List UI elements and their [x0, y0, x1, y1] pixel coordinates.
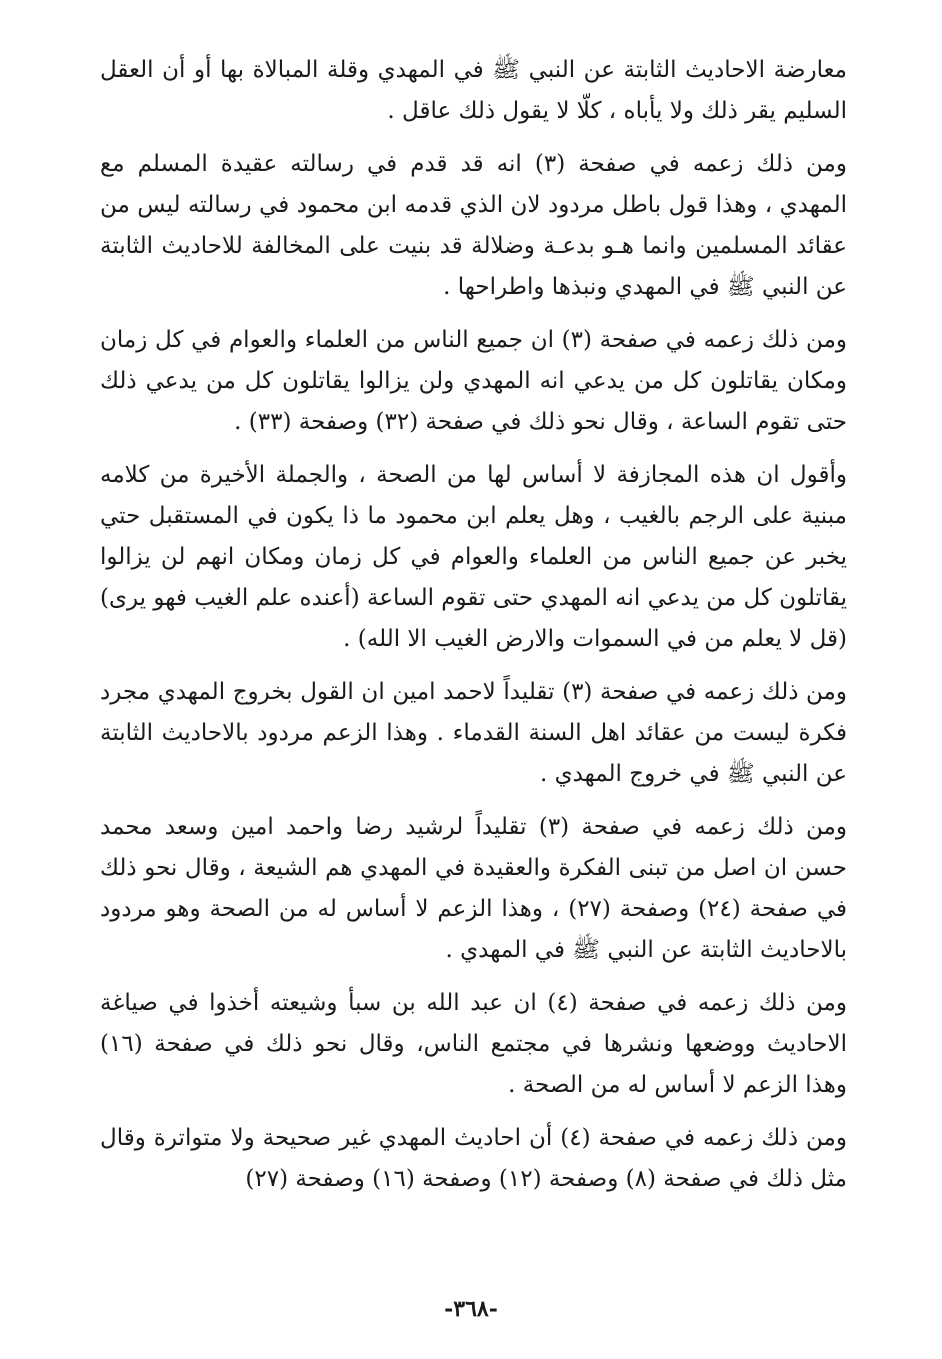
paragraph-2: ومن ذلك زعمه في صفحة (٣) انه قد قدم في رسالته عقيدة المسلم مع المهدي ، وهذا قول باطل مردود لان الذي قدمه ابن محمود في رسالته ليس من عقائد المسلمين وانما هـو بدعـة وضلالة قد بنيت على المخالفة للاحاديث الثابتة عن النبي ﷺ في المهدي ونبذها واطراحها . [100, 151, 847, 300]
paragraph-5: ومن ذلك زعمه في صفحة (٣) تقليداً لاحمد امين ان القول بخروج المهدي مجرد فكرة ليست من عقائد اهل السنة القدماء . وهذا الزعم مردود بالاحاديث الثابتة عن النبي ﷺ في خروج المهدي . [100, 679, 847, 787]
paragraph-8: ومن ذلك زعمه في صفحة (٤) أن احاديث المهدي غير صحيحة ولا متواترة وقال مثل ذلك في صفحة (٨) وصفحة (١٢) وصفحة (١٦) وصفحة (٢٧) [100, 1125, 847, 1192]
paragraph-7: ومن ذلك زعمه في صفحة (٤) ان عبد الله بن سبأ وشيعته أخذوا في صياغة الاحاديث ووضعها ونشرها في مجتمع الناس، وقال نحو ذلك في صفحة (١٦) وهذا الزعم لا أساس له من الصحة . [100, 990, 847, 1098]
page-number: -٣٦٨- [444, 1296, 498, 1322]
paragraph-3: ومن ذلك زعمه في صفحة (٣) ان جميع الناس من العلماء والعوام في كل زمان ومكان يقاتلون كل من يدعي انه المهدي ولن يزالوا يقاتلون كل من يدعي ذلك حتى تقوم الساعة ، وقال نحو ذلك في صفحة (٣٢) وصفحة (٣٣) . [100, 327, 847, 435]
paragraph-6: ومن ذلك زعمه في صفحة (٣) تقليداً لرشيد رضا واحمد امين وسعد محمد حسن ان اصل من تبنى الفكرة والعقيدة في المهدي هم الشيعة ، وقال نحو ذلك في صفحة (٢٤) وصفحة (٢٧) ، وهذا الزعم لا أساس له من الصحة وهو مردود بالاحاديث الثابتة عن النبي ﷺ في المهدي . [100, 814, 847, 963]
paragraph-1: معارضة الاحاديث الثابتة عن النبي ﷺ في المهدي وقلة المبالاة بها أو أن العقل السليم يقر ذلك ولا يأباه ، كلّا لا يقول ذلك عاقل . [100, 57, 847, 124]
paragraph-4: وأقول ان هذه المجازفة لا أساس لها من الصحة ، والجملة الأخيرة من كلامه مبنية على الرجم بالغيب ، وهل يعلم ابن محمود ما ذا يكون في المستقبل حتي يخبر عن جميع الناس من العلماء والعوام في كل زمان ومكان انهم لن يزالوا يقاتلون كل من يدعي انه المهدي حتى تقوم الساعة (أعنده علم الغيب فهو يرى) (قل لا يعلم من في السموات والارض الغيب الا الله) . [100, 462, 847, 652]
